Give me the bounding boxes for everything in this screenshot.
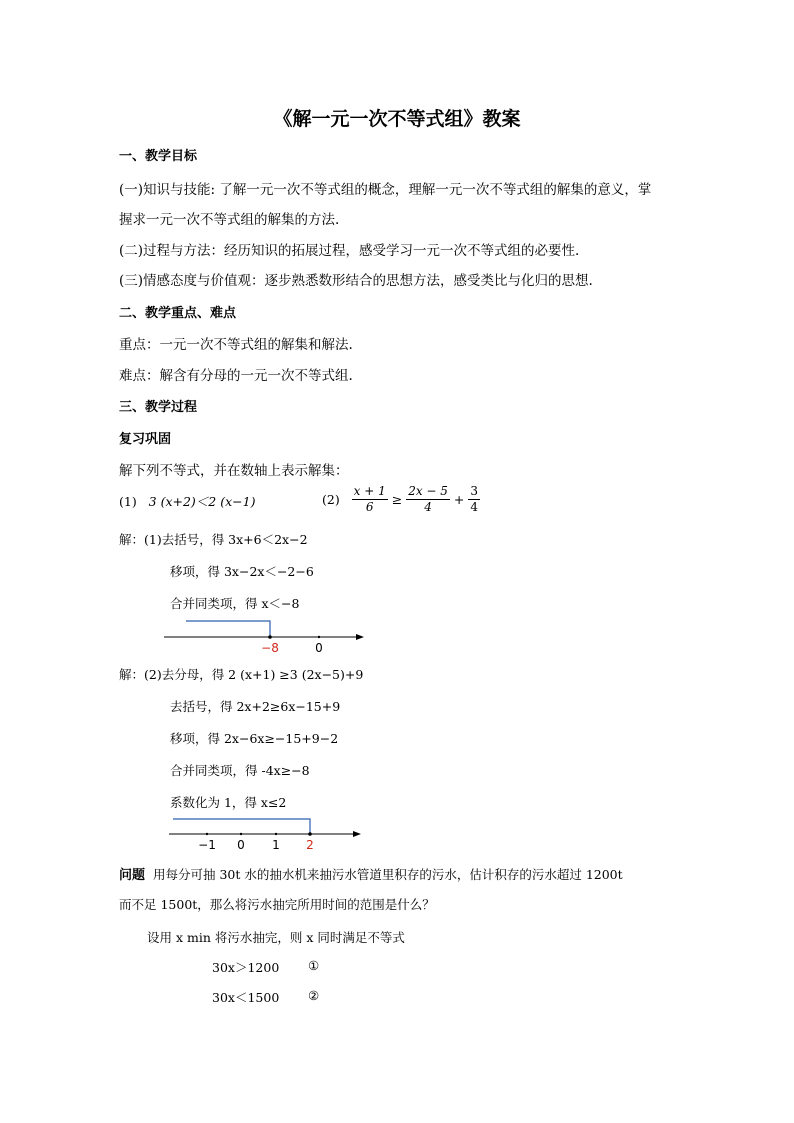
axis-label-0: 0 — [315, 641, 323, 655]
axis-label-2: 2 — [306, 838, 314, 852]
axis-point-2 — [308, 832, 312, 836]
inequality-1-marker: ① — [308, 958, 320, 973]
axis-point-0 — [318, 636, 320, 638]
problem-1 — [119, 492, 255, 510]
axis-point-neg1 — [206, 833, 208, 835]
objective-line-3: (二)过程与方法：经历知识的拓展过程，感受学习一元一次不等式组的必要性. — [119, 243, 580, 259]
plus-symbol: + — [453, 492, 465, 507]
problem-2-label: (2) — [322, 492, 340, 507]
fraction-numerator: x + 1 — [353, 484, 386, 498]
problem-1-inequality: 3 (x+2)＜2 (x−1) — [148, 494, 256, 509]
solution-1-step-1: 解：(1)去括号，得 3x+6＜2x−2 — [119, 532, 308, 547]
axis-label-neg1: −1 — [198, 838, 216, 852]
section-heading-process: 三、教学过程 — [119, 400, 198, 415]
solution-1-step-2: 移项，得 3x−2x＜−2−6 — [170, 564, 314, 579]
fraction-denominator: 4 — [424, 500, 432, 514]
problem-label: 问题 — [119, 868, 146, 883]
relation-symbol: ≥ — [391, 492, 403, 507]
number-line-2 — [165, 814, 370, 854]
fraction-numerator: 2x − 5 — [408, 484, 448, 498]
solution-1-step-3: 合并同类项，得 x＜−8 — [170, 596, 300, 611]
exercise-intro: 解下列不等式，并在数轴上表示解集： — [119, 463, 349, 479]
solution-2-step-2: 去括号，得 2x+2≥6x−15+9 — [170, 699, 341, 714]
inequality-1: 30x＞1200 — [212, 960, 280, 975]
solution-2-step-1: 解：(2)去分母，得 2 (x+1) ≥3 (2x−5)+9 — [119, 667, 364, 682]
section-heading-objectives: 一、教学目标 — [119, 149, 198, 164]
problem-1-label: (1) — [119, 494, 137, 509]
difficulty-text: 难点：解含有分母的一元一次不等式组. — [119, 368, 353, 384]
axis-label-0: 0 — [237, 838, 245, 852]
objective-line-1: (一)知识与技能: 了解一元一次不等式组的概念，理解一元一次不等式组的解集的意义，掌 — [119, 182, 652, 198]
problem-line-3: 设用 x min 将污水抽完，则 x 同时满足不等式 — [147, 930, 405, 945]
problem-2-lhs-fraction — [352, 484, 388, 515]
axis-label-neg8: −8 — [261, 641, 279, 655]
problem-2-mid-fraction — [406, 484, 450, 515]
axis-point-neg8 — [268, 635, 272, 639]
subheading-review: 复习巩固 — [119, 432, 172, 447]
solution-2-step-4: 合并同类项，得 -4x≥−8 — [170, 763, 310, 778]
axis-point-0 — [240, 833, 242, 835]
problem-text-1: 用每分可抽 30t 水的抽水机来抽污水管道里积存的污水，估计积存的污水超过 1200t — [152, 867, 623, 882]
focus-text: 重点：一元一次不等式组的解集和解法. — [119, 337, 353, 353]
objective-line-4: (三)情感态度与价值观：逐步熟悉数形结合的思想方法，感受类比与化归的思想. — [119, 273, 593, 289]
fraction-denominator: 4 — [470, 500, 479, 514]
page-title: 《解一元一次不等式组》教案 — [273, 108, 521, 130]
axis-arrow-icon — [353, 831, 361, 837]
problem-2 — [322, 484, 480, 515]
axis-point-1 — [275, 833, 277, 835]
problem-line-1 — [119, 864, 623, 883]
fraction-denominator: 6 — [365, 500, 374, 514]
objective-line-2: 握求一元一次不等式组的解集的方法. — [119, 212, 340, 228]
solution-ray-2 — [173, 819, 310, 834]
section-heading-keypoints: 二、教学重点、难点 — [119, 306, 237, 321]
problem-2-rhs-fraction — [468, 484, 480, 515]
axis-arrow-icon — [356, 634, 364, 640]
problem-line-2: 而不足 1500t，那么将污水抽完所用时间的范围是什么？ — [119, 897, 435, 912]
solution-2-step-3: 移项，得 2x−6x≥−15+9−2 — [170, 731, 339, 746]
number-line-1 — [160, 618, 370, 658]
solution-2-step-5: 系数化为 1，得 x≤2 — [170, 795, 287, 810]
axis-label-1: 1 — [272, 838, 280, 852]
fraction-numerator: 3 — [470, 484, 479, 498]
solution-ray-1 — [186, 621, 270, 637]
inequality-2: 30x＜1500 — [212, 990, 280, 1005]
inequality-2-marker: ② — [308, 988, 320, 1003]
